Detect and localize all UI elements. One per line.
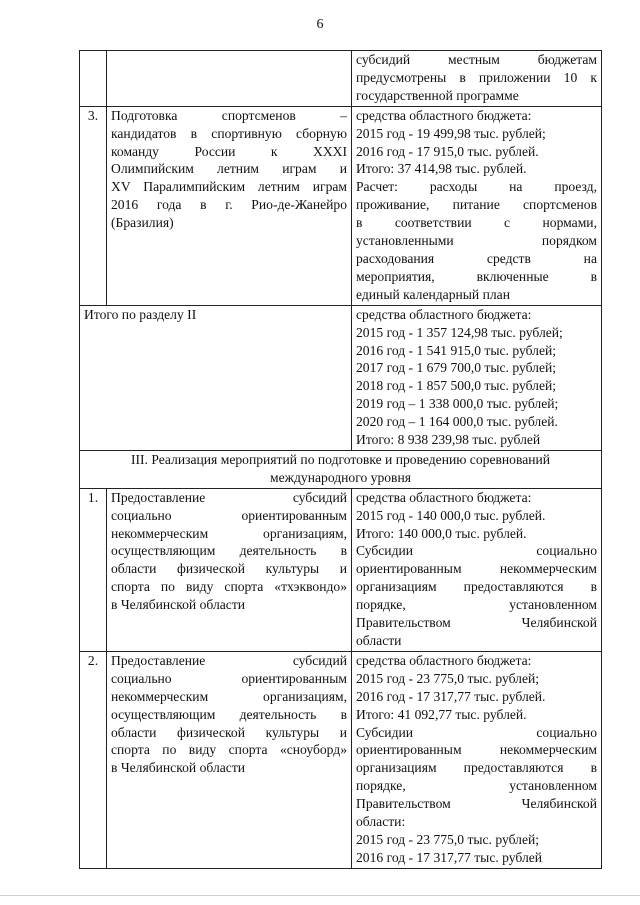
funding-line: организациям предоставляются в (356, 579, 597, 595)
funding-line: средства областного бюджета: (356, 652, 532, 668)
funding-line: в соответствии с нормами, (356, 215, 597, 231)
row-number-cell: 2. (80, 651, 107, 868)
funding-line: Субсидии социально (356, 543, 597, 559)
funding-line: порядке, установленном (356, 778, 597, 794)
funding-cell (352, 51, 602, 107)
funding-line: предусмотрены в приложении 10 к (356, 69, 597, 85)
measure-name-cell (107, 488, 352, 651)
table-row (80, 488, 602, 651)
funding-cell (352, 651, 602, 868)
measure-name-line: 2016 года в г. Рио-де-Жанейро (111, 197, 347, 213)
measure-name-line: осуществляющим деятельность в (111, 543, 347, 559)
funding-line: 2017 год - 1 679 700,0 тыс. рублей; (356, 360, 557, 376)
funding-line: 2015 год - 140 000,0 тыс. рублей. (356, 507, 546, 523)
funding-line: проживание, питание спортсменов (356, 197, 597, 213)
funding-line: средства областного бюджета: (356, 107, 532, 123)
row-number-cell (80, 51, 107, 107)
funding-line: 2016 год - 1 541 915,0 тыс. рублей; (356, 342, 557, 358)
measure-name-cell (107, 51, 352, 107)
funding-line: 2015 год - 1 357 124,98 тыс. рублей; (356, 324, 563, 340)
measure-name-line: спорта по виду спорта «тхэквондо» (111, 579, 347, 595)
measure-name-line: Предоставление субсидий (111, 489, 347, 505)
row-number-cell: 3. (80, 106, 107, 305)
funding-line: 2015 год - 23 775,0 тыс. рублей; (356, 831, 540, 847)
table-row (80, 450, 602, 488)
measure-name-line: Подготовка спортсменов – (111, 107, 347, 123)
measure-name-line: кандидатов в спортивную сборную (111, 125, 347, 141)
funding-cell (352, 106, 602, 305)
funding-line: расходования средств на (356, 250, 597, 266)
funding-line: 2015 год - 23 775,0 тыс. рублей; (356, 670, 540, 686)
section-total-label: Итого по разделу II (80, 305, 352, 450)
row-number-cell: 1. (80, 488, 107, 651)
funding-line: Итого: 37 414,98 тыс. рублей. (356, 161, 527, 177)
measure-name-line: осуществляющим деятельность в (111, 706, 347, 722)
funding-line: установленными порядком (356, 233, 597, 249)
table-row (80, 106, 602, 305)
funding-line: 2020 год – 1 164 000,0 тыс. рублей. (356, 414, 558, 430)
measure-name-line: в Челябинской области (111, 760, 246, 776)
funding-line: единый календарный план (356, 286, 510, 302)
funding-line: ориентированным некоммерческим (356, 561, 597, 577)
measure-name-line: спорта по виду спорта «сноуборд» (111, 742, 347, 758)
funding-cell (352, 488, 602, 651)
funding-line: 2015 год - 19 499,98 тыс. рублей; (356, 125, 546, 141)
section-heading-line: международного уровня (269, 469, 411, 485)
measure-name-line: Олимпийским летним играм и (111, 161, 347, 177)
funding-line: 2016 год - 17 915,0 тыс. рублей. (356, 143, 539, 159)
funding-line: субсидий местным бюджетам (356, 52, 597, 67)
funding-line: Итого: 140 000,0 тыс. рублей. (356, 525, 527, 541)
funding-line: 2016 год - 17 317,77 тыс. рублей. (356, 688, 546, 704)
table-row (80, 51, 602, 107)
funding-line: средства областного бюджета: (356, 489, 532, 505)
funding-line: 2016 год - 17 317,77 тыс. рублей (356, 849, 543, 865)
measure-name-line: (Бразилия) (111, 215, 174, 231)
funding-line: 2019 год – 1 338 000,0 тыс. рублей; (356, 396, 559, 412)
funding-line: Субсидии социально (356, 724, 597, 740)
measure-name-line: социально ориентированным (111, 670, 347, 686)
funding-line: порядке, установленном (356, 597, 597, 613)
funding-line: Расчет: расходы на проезд, (356, 179, 597, 195)
funding-line: мероприятия, включенные в (356, 268, 597, 284)
section-heading (80, 450, 602, 488)
program-measures-table (79, 50, 602, 869)
funding-line: Правительством Челябинской (356, 615, 597, 631)
funding-line: организациям предоставляются в (356, 760, 597, 776)
funding-line: области (356, 633, 402, 648)
measure-name-line: социально ориентированным (111, 507, 347, 523)
measure-name-line: в Челябинской области (111, 597, 246, 613)
measure-name-cell (107, 106, 352, 305)
measure-name-line: XV Паралимпийским летним играм (111, 179, 347, 195)
page-bottom-rule (0, 895, 640, 896)
measure-name-line: области физической культуры и (111, 724, 347, 740)
funding-line: ориентированным некоммерческим (356, 742, 597, 758)
page-number: 6 (316, 17, 324, 32)
funding-line: 2018 год - 1 857 500,0 тыс. рублей; (356, 378, 557, 394)
measure-name-line: команду России к XXXI (111, 143, 347, 159)
funding-cell (352, 305, 602, 450)
funding-line: Итого: 41 092,77 тыс. рублей. (356, 706, 527, 722)
funding-line: области: (356, 814, 406, 830)
measure-name-cell (107, 651, 352, 868)
funding-line: Итого: 8 938 239,98 тыс. рублей (356, 432, 541, 448)
measure-name-line: некоммерческим организациям, (111, 525, 347, 541)
section-heading-line: III. Реализация мероприятий по подготовке и проведению соревнований (130, 451, 551, 467)
measure-name-line: области физической культуры и (111, 561, 347, 577)
funding-line: государственной программе (356, 87, 519, 103)
table-row (80, 651, 602, 868)
measure-name-line: некоммерческим организациям, (111, 688, 347, 704)
table-row (80, 305, 602, 450)
funding-line: Правительством Челябинской (356, 796, 597, 812)
measure-name-line: Предоставление субсидий (111, 652, 347, 668)
funding-line: средства областного бюджета: (356, 306, 532, 322)
